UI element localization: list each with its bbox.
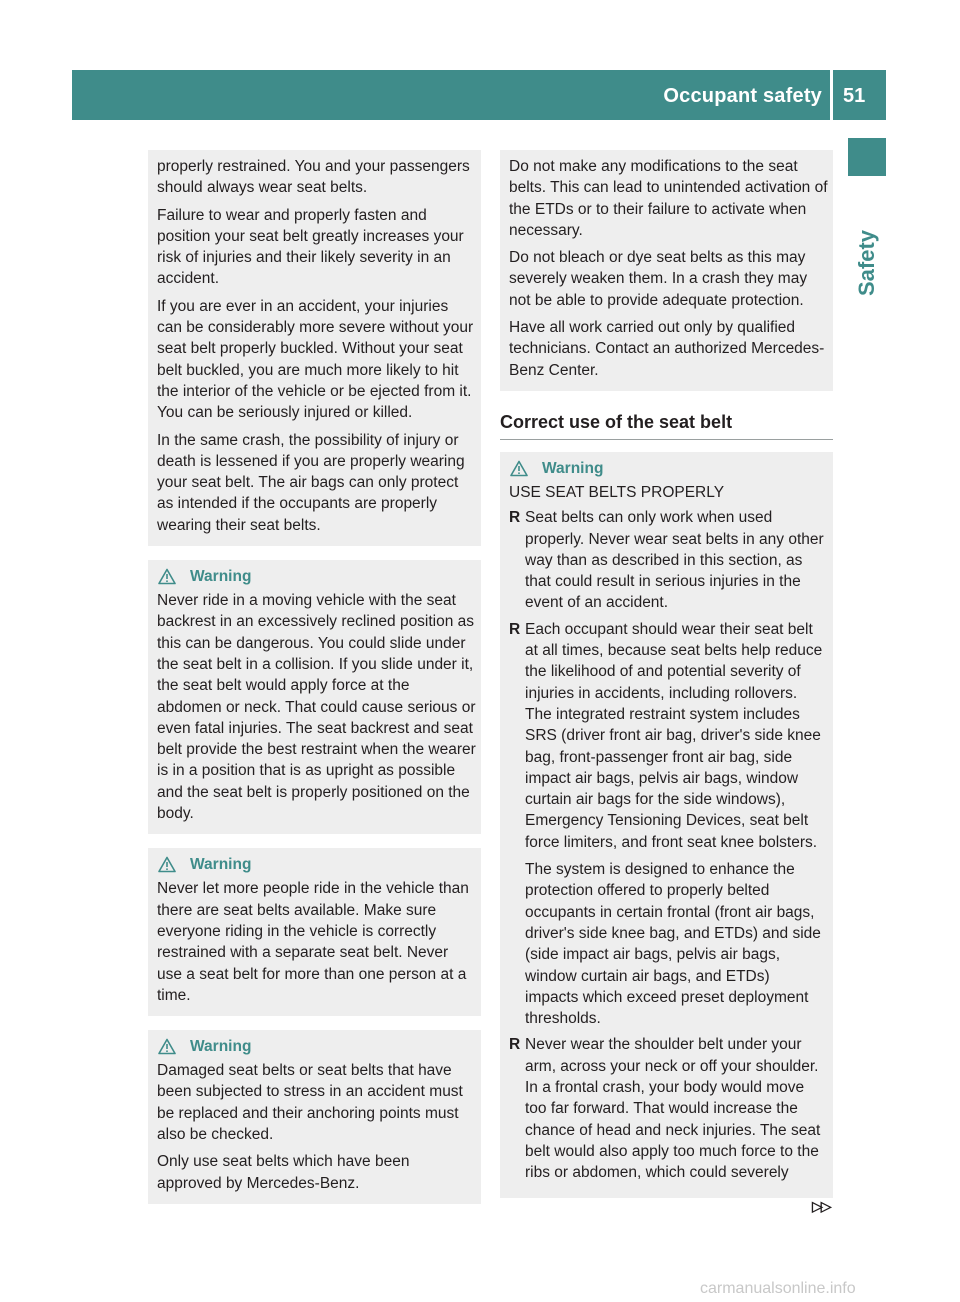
continue-arrow-icon: ▷▷ [812, 1198, 830, 1214]
bullet-list [509, 507, 833, 1183]
warning-box-proper-use [500, 452, 833, 1199]
warning-heading [509, 458, 833, 479]
list-item [509, 1034, 833, 1183]
warning-triangle-icon [158, 856, 176, 873]
paragraph: The system is designed to enhance the protection offered to properly belted occupants in certain frontal (front air bags, driver's side knee bag, and ETDs) and side (side impact air bags, pelvis air bags, window curtain air bags, and ETDs) impacts which exceed preset deployment thresholds. [525, 861, 821, 1028]
watermark: carmanualsonline.info [700, 1280, 856, 1297]
warning-triangle-icon [510, 460, 528, 477]
paragraph: R Seat belts can only work when used properly. Never wear seat belts in any other way than as described in this section, as that could result in serious injuries in the event of an accident. [525, 509, 824, 612]
warning-heading-text: Warning [190, 568, 252, 586]
paragraph: Do not bleach or dye seat belts as this may severely weaken them. In a crash they may not be able to provide adequate protection. [509, 249, 808, 309]
paragraph: Do not make any modifications to the seat belts. This can lead to unintended activation of the ETDs or to their failure to activate when necessary. [509, 158, 828, 239]
paragraph: Damaged seat belts or seat belts that have been subjected to stress in an accident must be replaced and their anchoring points must also be checked. [157, 1062, 463, 1143]
header-divider [830, 70, 833, 120]
warning-triangle-icon [158, 1038, 176, 1055]
page-title: Occupant safety [663, 85, 822, 107]
right-column [500, 150, 833, 1198]
page-number: 51 [843, 85, 866, 107]
paragraph: Have all work carried out only by qualified technicians. Contact an authorized Mercedes-Benz Center. [509, 319, 825, 379]
warning-box-seat-count [148, 848, 481, 1016]
warning-heading [157, 1036, 481, 1057]
warning-heading-text: Warning [190, 1038, 252, 1056]
warning-heading [157, 566, 481, 587]
side-tab-text: Safety [854, 229, 879, 297]
warning-subheading: USE SEAT BELTS PROPERLY [509, 483, 725, 501]
warning-triangle-icon [158, 568, 176, 585]
paragraph: Never ride in a moving vehicle with the seat backrest in an excessively reclined position as this can be dangerous. You could slide under the seat belt in a collision. If you slide under it, the seat belt would apply force at the abdomen or neck. That could cause serious or even fatal injuries. The seat backrest and seat belt provide the best restraint when the wearer is in a position that is as upright as possible and the seat belt is properly positioned on the body. [157, 592, 476, 823]
warning-heading-text: Warning [190, 856, 252, 874]
section-heading: Correct use of the seat belt [500, 411, 833, 440]
side-tab-label [848, 188, 886, 338]
paragraph: properly restrained. You and your passengers should always wear seat belts. [157, 158, 470, 197]
paragraph: R Never wear the shoulder belt under your arm, across your neck or off your shoulder. In a frontal crash, your body would move too far forward. That would increase the chance of head and neck injuries. The seat belt would also apply too much force to the ribs or abdomen, which could severely [525, 1036, 821, 1182]
warning-heading [157, 854, 481, 875]
intro-box [148, 150, 481, 546]
list-item [509, 507, 833, 613]
paragraph: Only use seat belts which have been approved by Mercedes-Benz. [157, 1153, 410, 1192]
left-column [148, 150, 481, 1204]
paragraph: R Each occupant should wear their seat belt at all times, because seat belts help reduce the likelihood of and potential severity of injuries in accidents, including rollovers. The integrated restraint system includes SRS (driver front air bag, driver's side knee bag, front-passenger front air bag, side impact air bags, pelvis air bags, window curtain air bags for the side windows), Emergency Tensioning Devices, seat belt force limiters, and front seat knee bolsters. [525, 620, 823, 851]
warning-heading-text: Warning [542, 459, 604, 477]
paragraph: In the same crash, the possibility of injury or death is lessened if you are properly wearing your seat belt. The air bags can only protect as intended if the occupants are properly wearing their seat belts. [157, 431, 465, 534]
paragraph: Failure to wear and properly fasten and position your seat belt greatly increases your risk of injuries and their likely severity in an accident. [157, 206, 464, 288]
modification-notice-box [500, 150, 833, 391]
side-tab-marker [848, 138, 886, 176]
warning-box-damaged-belts [148, 1030, 481, 1204]
warning-box-reclined-seat [148, 560, 481, 834]
paragraph: Never let more people ride in the vehicle than there are seat belts available. Make sure everyone riding in the vehicle is correctly restrained with a separate seat belt. Never use a seat belt for more than one person at a time. [157, 880, 469, 1004]
paragraph: If you are ever in an accident, your injuries can be considerably more severe without your seat belt properly buckled. Without your seat belt buckled, you are much more likely to hit the interior of the vehicle or be ejected from it. You can be seriously injured or killed. [157, 297, 474, 422]
list-item [509, 619, 833, 1030]
